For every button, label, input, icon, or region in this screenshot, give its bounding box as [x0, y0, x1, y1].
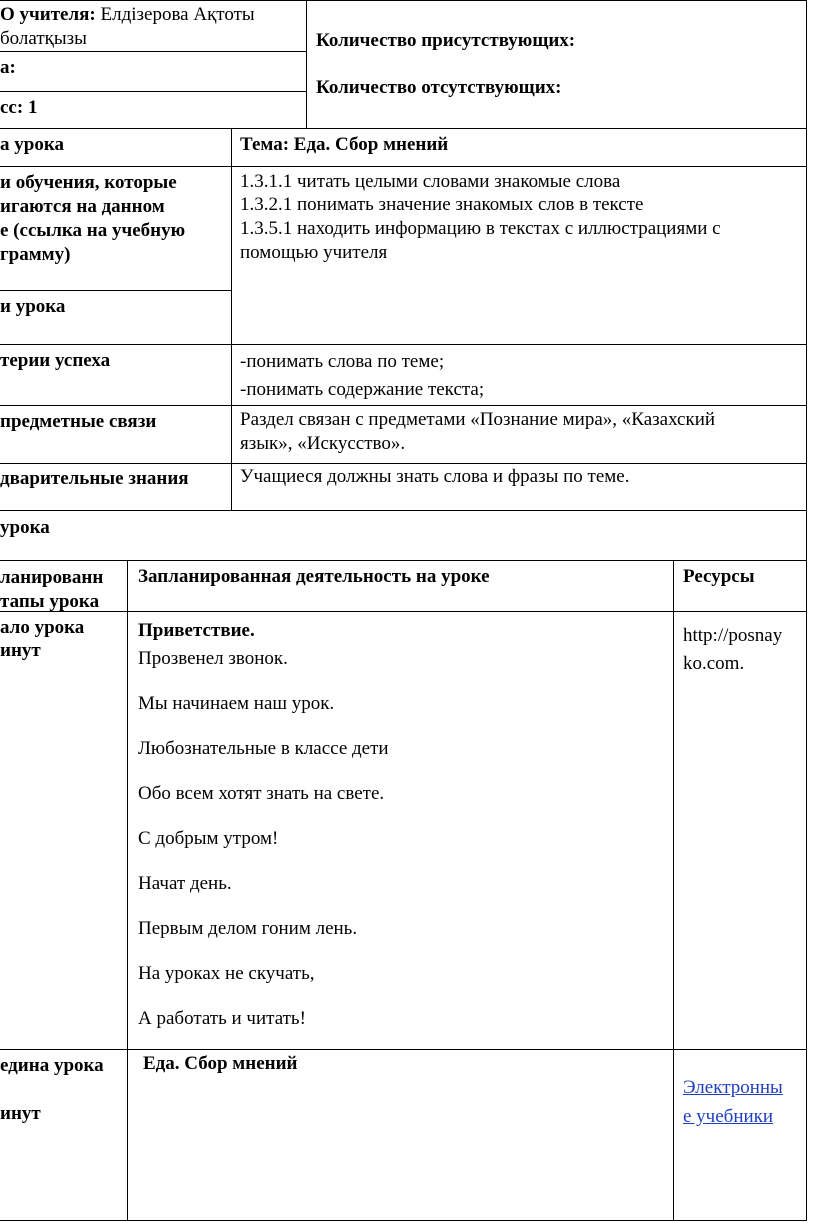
- goal-item: 1.3.2.1 понимать значение знакомых слов в тексте: [240, 194, 644, 215]
- topic-value: Тема: Еда. Сбор мнений: [240, 134, 449, 155]
- prior-knowledge-label: дварительные знания: [0, 468, 189, 489]
- goal-item: 1.3.5.1 находить информацию в текстах с иллюстрациями с: [240, 218, 721, 239]
- goals-label-line: игаются на данном: [0, 196, 165, 217]
- links-label: предметные связи: [0, 411, 157, 432]
- stage-middle-label: едина урока: [0, 1055, 104, 1076]
- resource-url: ko.com.: [683, 653, 745, 674]
- grid-line: [0, 128, 806, 129]
- grid-line: [0, 1220, 806, 1221]
- teacher-label: О учителя:: [0, 4, 96, 25]
- grid-line: [673, 560, 674, 1221]
- greeting-title: Приветствие.: [138, 620, 255, 641]
- stage-header-line: ланированн: [0, 567, 104, 588]
- grid-line: [0, 0, 806, 1]
- poem-line: Прозвенел звонок.: [138, 648, 288, 669]
- activity-header: Запланированная деятельность на уроке: [138, 566, 490, 587]
- goal-item: 1.3.1.1 читать целыми словами знакомые слова: [240, 171, 621, 192]
- grid-line: [0, 1049, 806, 1050]
- ebooks-link-text[interactable]: е учебники: [683, 1106, 774, 1127]
- goals-label-line: и обучения, которые: [0, 172, 177, 193]
- poem-line: Первым делом гоним лень.: [138, 918, 358, 939]
- prior-knowledge-text: Учащиеся должны знать слова и фразы по теме.: [240, 466, 630, 487]
- topic-label: а урока: [0, 134, 64, 155]
- stage-middle-label: инут: [0, 1103, 41, 1124]
- teacher-name: Елдізерова Ақтоты: [100, 4, 255, 25]
- poem-line: На уроках не скучать,: [138, 963, 315, 984]
- criteria-item: -понимать содержание текста;: [240, 379, 485, 400]
- links-text: язык», «Искусство».: [240, 433, 406, 454]
- resources-header: Ресурсы: [683, 566, 755, 587]
- stage-start-label: ало урока: [0, 617, 85, 638]
- lesson-goals-label: и урока: [0, 296, 66, 317]
- grid-line: [0, 51, 306, 52]
- grid-line: [306, 0, 307, 129]
- grid-line: [0, 91, 306, 92]
- criteria-label: терии успеха: [0, 350, 111, 371]
- grid-line: [0, 405, 806, 406]
- date-label: а:: [0, 57, 16, 78]
- grid-line: [0, 560, 806, 561]
- teacher-line: [0, 4, 255, 26]
- links-text: Раздел связан с предметами «Познание мира», «Казахский: [240, 409, 716, 430]
- criteria-item: -понимать слова по теме;: [240, 351, 445, 372]
- ebooks-link[interactable]: [683, 1106, 773, 1128]
- grid-line: [231, 128, 232, 511]
- poem-line: А работать и читать!: [138, 1008, 306, 1029]
- present-count-label: Количество присутствующих:: [316, 30, 576, 51]
- goals-label-line: грамму): [0, 244, 71, 265]
- resource-url: http://posnay: [683, 625, 783, 646]
- ebooks-link-text[interactable]: Электронны: [683, 1077, 783, 1098]
- ebooks-link[interactable]: [683, 1077, 783, 1099]
- goal-item: помощью учителя: [240, 242, 388, 263]
- stage-header-line: тапы урока: [0, 591, 100, 612]
- grid-line: [0, 611, 806, 612]
- grid-line: [0, 166, 806, 167]
- stage-start-label: инут: [0, 640, 41, 661]
- grid-line: [0, 344, 806, 345]
- class-label: сс: 1: [0, 97, 38, 118]
- middle-title: Еда. Сбор мнений: [143, 1053, 298, 1074]
- poem-line: Обо всем хотят знать на свете.: [138, 783, 385, 804]
- grid-line: [127, 560, 128, 1221]
- goals-label-line: е (ссылка на учебную: [0, 220, 186, 241]
- poem-line: Любознательные в классе дети: [138, 738, 389, 759]
- course-label: урока: [0, 517, 50, 538]
- poem-line: Начат день.: [138, 873, 232, 894]
- grid-line: [0, 463, 806, 464]
- poem-line: Мы начинаем наш урок.: [138, 693, 335, 714]
- grid-line: [0, 510, 806, 511]
- poem-line: С добрым утром!: [138, 828, 279, 849]
- grid-line: [0, 290, 231, 291]
- grid-line: [806, 0, 807, 1221]
- absent-count-label: Количество отсутствующих:: [316, 77, 562, 98]
- teacher-name-cont: болатқызы: [0, 28, 87, 49]
